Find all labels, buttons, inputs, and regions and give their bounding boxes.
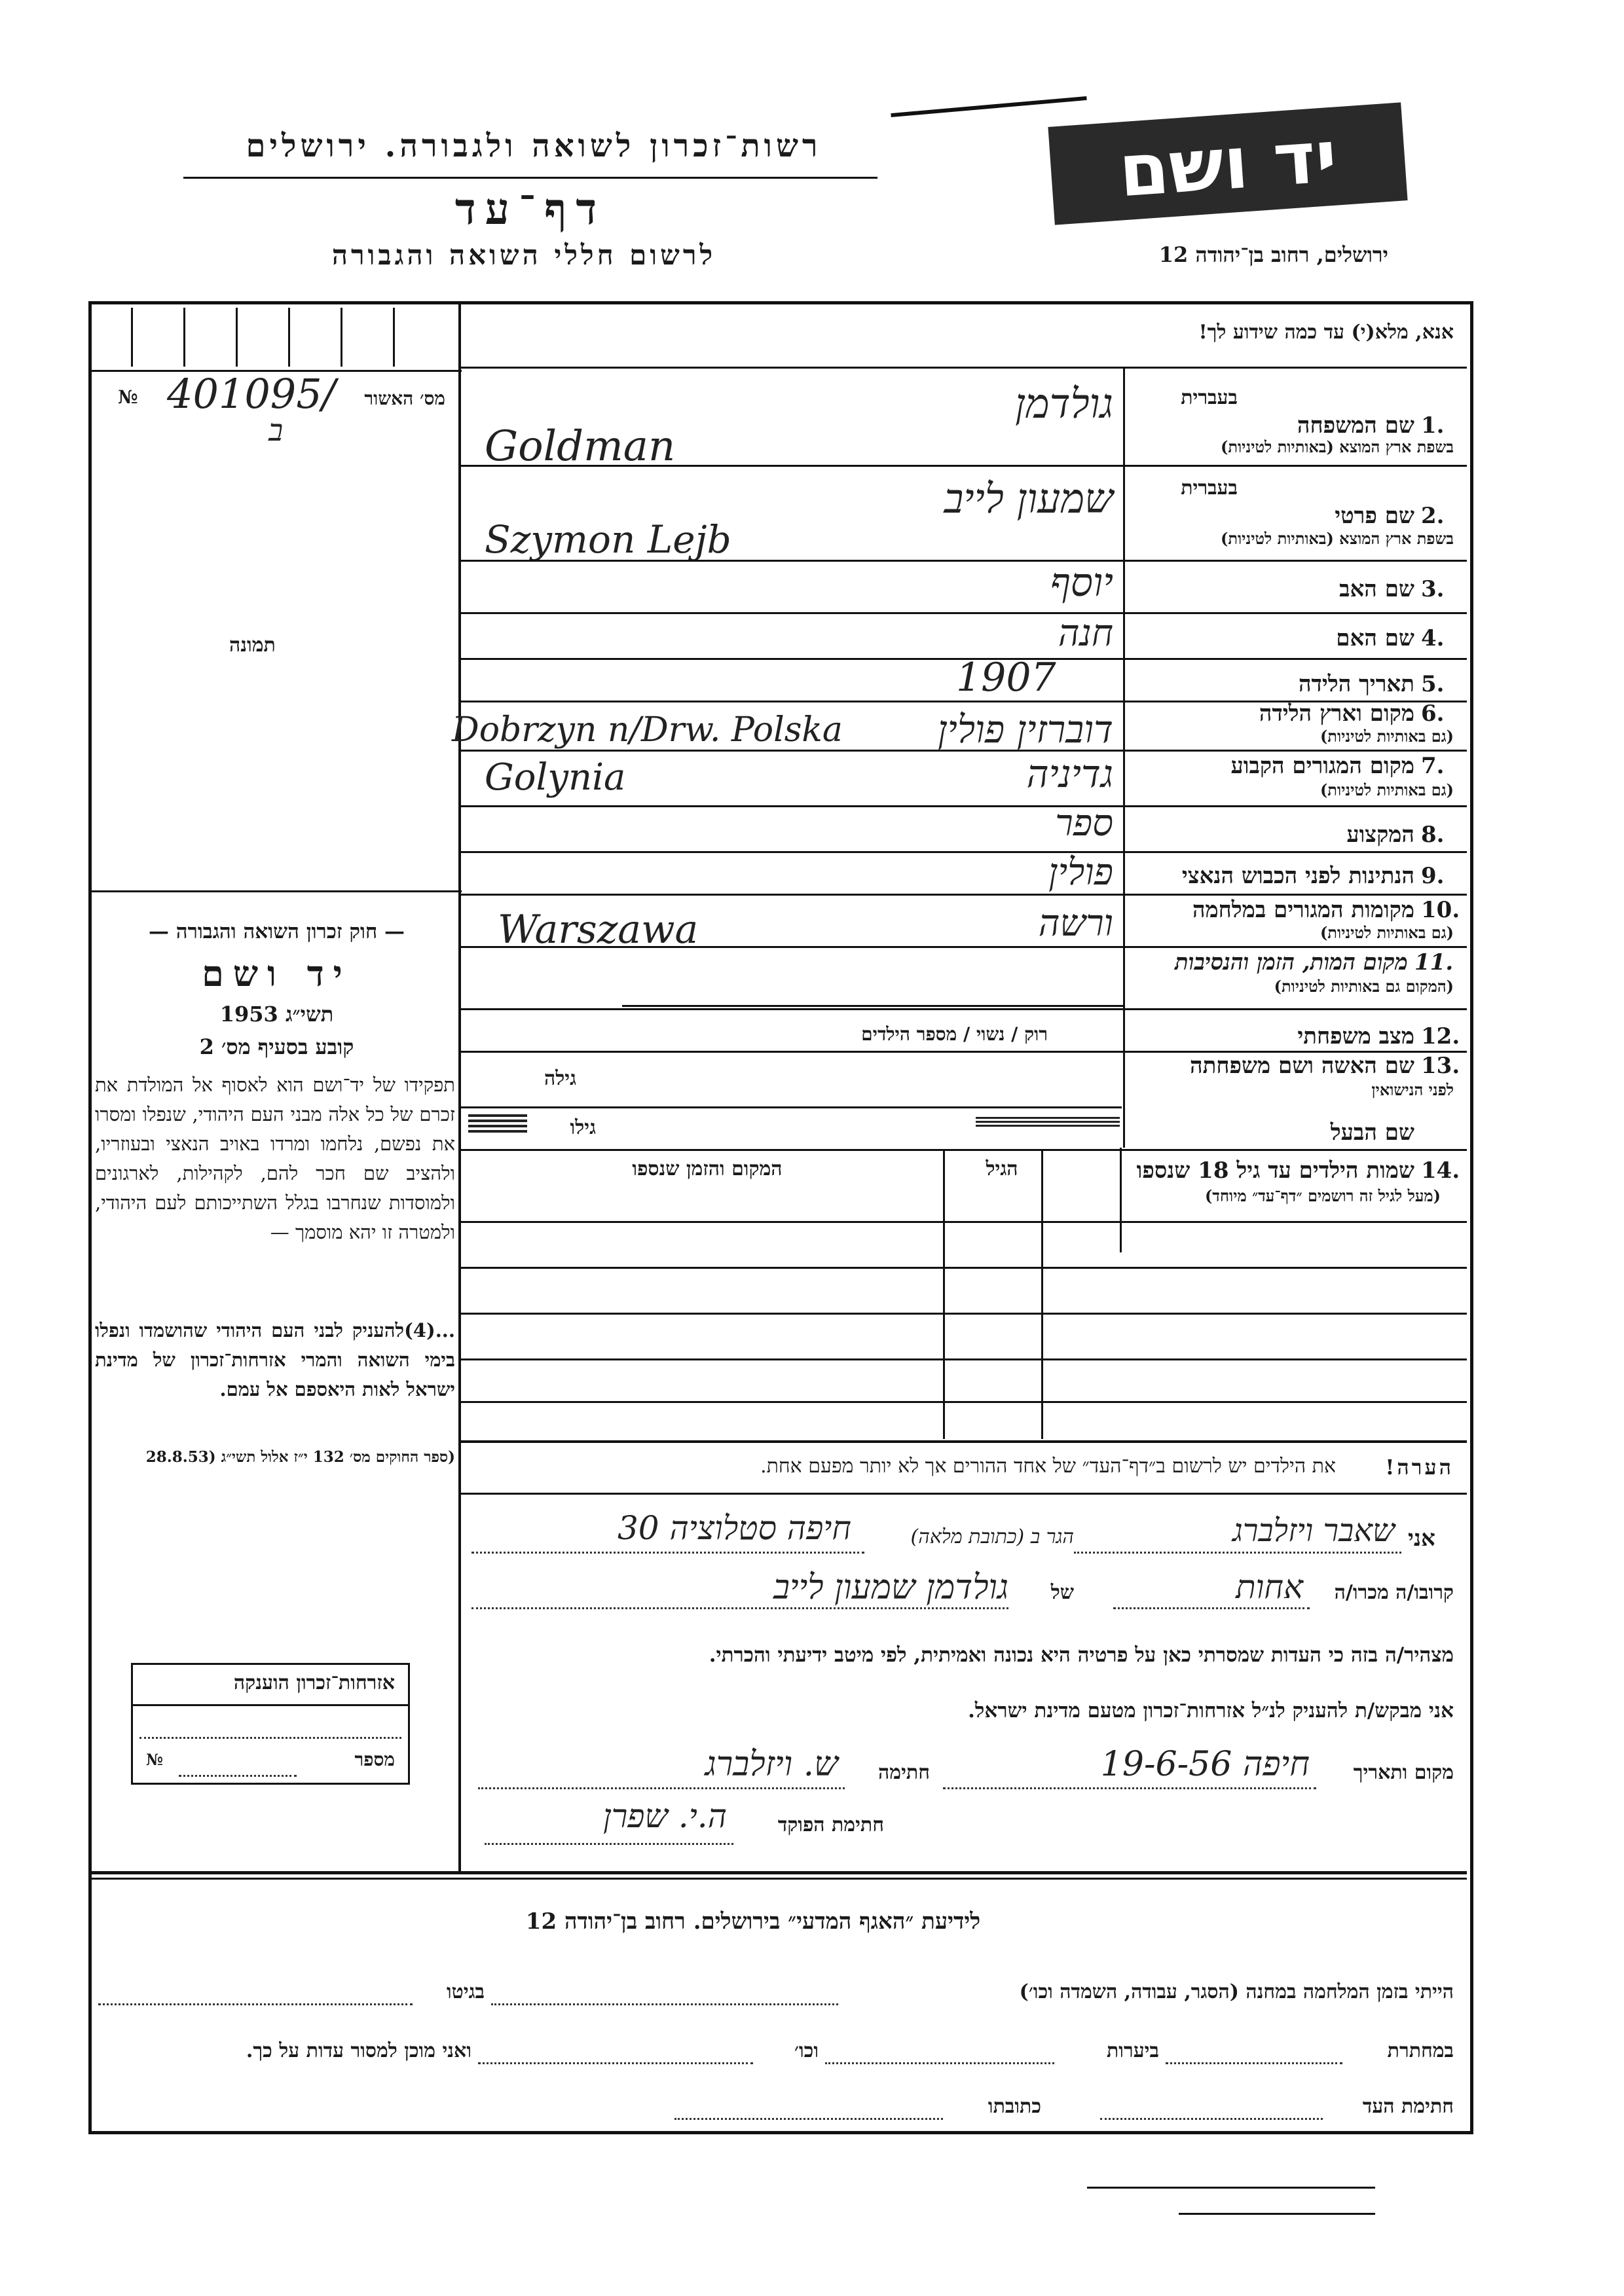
law-year: תשי״ג 1953	[219, 1002, 334, 1027]
underground-label: במחתרת	[1387, 2039, 1454, 2062]
page-title: דף־עד	[454, 183, 606, 234]
row9-value: פולין	[1048, 851, 1113, 894]
logo	[1048, 102, 1407, 225]
place-date-value: חיפה 19-6-56	[1100, 1745, 1310, 1784]
row2-in-hebrew: בעברית	[1181, 477, 1238, 500]
row12-num: 12.	[1421, 1023, 1460, 1049]
citizenship-no: №	[146, 1750, 164, 1769]
husband-label: שם הבעל	[1330, 1120, 1414, 1146]
signature-value: ש. ויזלברג	[705, 1745, 838, 1784]
form-intro: אנא, מלא(י) עד כמה שידוע לך!	[1198, 321, 1454, 344]
header-address: ירושלים, רחוב בן־יהודה 12	[1158, 242, 1388, 267]
declarant-name: שאבר ויזלברג	[1232, 1512, 1395, 1549]
row6-value-lat: Dobrzyn n/Drw. Polska	[452, 710, 843, 750]
declarant-address: חיפה סטלוציה 30	[617, 1509, 851, 1547]
row2-sub: בשפת ארץ המוצא (באותיות לטיניות)	[1221, 529, 1454, 548]
row5-num: 5.	[1421, 671, 1445, 697]
row3-value: יוסף	[1050, 560, 1113, 606]
law-clause: קובע בסעיף מס׳ 2	[199, 1034, 354, 1059]
place-date-label: מקום ותאריך	[1353, 1761, 1454, 1784]
row7-sub: (גם באותיות לטיניות)	[1320, 780, 1454, 799]
row7-label: מקום המגורים הקבוע	[1230, 753, 1414, 779]
children-num: 14.	[1421, 1157, 1460, 1184]
row10-sub: (גם באותיות לטיניות)	[1320, 923, 1454, 942]
of-label: של	[1050, 1581, 1074, 1604]
row13-label: שם האשה ושם משפחתה	[1190, 1053, 1414, 1079]
law-text: תפקידו של יד־ושם הוא לאסוף אל המולדת את זכרם של כל אלה מבני העם היהודי, שנפלו ומסרו את נפשם, נלחמו ומרדו באויב הנאצי ובעוזריו, ולהציב שם חכר להם, לקהילות, לארגונים ולמוסדות שנחרבו בגלל השתייכותם לעם היהודי, ולמטרה זו יהא מוסמך —	[95, 1074, 455, 1243]
bottom-title: לידיעת ״האגף המדעי״ בירושלים. רחוב בן־יהודה 12	[525, 1908, 981, 1935]
row5-label: תאריך הלידה	[1298, 671, 1414, 697]
row13-sub: לפני הנישואין	[1371, 1080, 1454, 1099]
row9-num: 9.	[1421, 863, 1445, 889]
row5-value: 1907	[956, 655, 1056, 701]
row1-value-lat: Goldman	[485, 422, 676, 471]
row4-label: שם האם	[1336, 625, 1414, 651]
citizenship-box	[131, 1663, 410, 1785]
row1-value-he: גולדמן	[1015, 380, 1113, 428]
row1-num: 1.	[1421, 412, 1445, 439]
citizenship-box-title: אזרחות־זכרון הוענקה	[233, 1671, 395, 1694]
row10-label: מקומות המגורים במלחמה	[1192, 897, 1414, 923]
children-age-header: הגיל	[986, 1157, 1018, 1180]
relation-label: קרובו/ה מכרו/ה	[1334, 1581, 1454, 1604]
row3-label: שם האב	[1339, 576, 1414, 602]
row11-label: מקום המות, הזמן והנסיבות	[1174, 949, 1408, 975]
row8-num: 8.	[1421, 822, 1445, 848]
row7-value-lat: Golynia	[485, 756, 626, 799]
etc-label: וכו׳	[794, 2039, 819, 2062]
row6-value-he: דוברזין פולין	[937, 707, 1113, 752]
row11-sub: (המקום גם באותיות לטיניות)	[1274, 977, 1454, 996]
row10-value-he: ורשה	[1038, 902, 1113, 945]
row6-label: מקום וארץ הלידה	[1259, 701, 1414, 727]
authority-name: רשות־זכרון לשואה ולגבורה. ירושלים	[246, 128, 822, 164]
husband-age-label: גילו	[570, 1116, 596, 1139]
row12-label: מצב משפחתי	[1297, 1023, 1414, 1049]
row6-num: 6.	[1421, 701, 1445, 727]
note-label: הערה!	[1385, 1455, 1454, 1480]
forests-label: ביערות	[1106, 2039, 1159, 2062]
row10-value-lat: Warszawa	[498, 907, 699, 953]
photo-label: תמונה	[229, 634, 276, 657]
row8-label: המקצוע	[1346, 822, 1414, 848]
row12-value: רוק / נשוי / מספר הילדים	[861, 1023, 1048, 1045]
request-text: אני מבקש/ת להעניק לנ״ל אזרחות־זכרון מטעם מדינת ישראל.	[968, 1699, 1454, 1722]
row1-label: שם המשפחה	[1297, 412, 1414, 439]
declarant-prefix: אני	[1408, 1525, 1435, 1552]
children-sub: (מעל לגיל זה רושמים ״דף־עד״ מיוחד)	[1204, 1186, 1441, 1205]
relation-value: אחות	[1236, 1568, 1303, 1606]
law-name: יד ושם	[202, 953, 352, 994]
row1-in-hebrew: בעברית	[1181, 386, 1238, 409]
approval-mark: ב	[268, 412, 284, 448]
row13-num: 13.	[1421, 1053, 1460, 1079]
approval-no-symbol: №	[118, 386, 138, 408]
officer-signature: ה.י. שפרן	[603, 1797, 727, 1835]
signature-label: חתימה	[878, 1761, 930, 1784]
row1-sub: בשפת ארץ המוצא (באותיות לטיניות)	[1221, 437, 1454, 456]
row11-num: 11.	[1414, 949, 1454, 975]
declarant-address-label: הגר ב (כתובת מלאה)	[910, 1525, 1074, 1548]
tick-boxes	[105, 308, 452, 367]
citizenship-number-label: מספר	[354, 1749, 395, 1770]
logo-text: יד ושם	[1116, 114, 1340, 213]
ghetto-label: בגיטו	[446, 1980, 485, 2003]
row10-num: 10.	[1421, 897, 1460, 923]
witness-signature-label: חתימת העד	[1362, 2095, 1454, 2118]
approval-label: מס׳ האשור	[364, 388, 445, 409]
row7-num: 7.	[1421, 753, 1445, 779]
relative-name: גולדמן שמעון לייב	[773, 1568, 1008, 1607]
row6-sub: (גם באותיות לטיניות)	[1320, 727, 1454, 746]
approval-number: 401095/	[167, 370, 336, 418]
row2-num: 2.	[1421, 503, 1445, 529]
declaration-text: מצהיר/ה בזה כי העדות שמסרתי כאן על פרטיה היא נכונה ואמיתית, לפי מיטב ידיעתי והכרתי.	[709, 1643, 1454, 1667]
camp-line-label: הייתי בזמן המלחמה במחנה (הסגר, עבודה, השמדה וכו׳)	[1019, 1980, 1454, 2003]
row9-label: הנתינות לפני הכבוש הנאצי	[1181, 863, 1414, 889]
row4-num: 4.	[1421, 625, 1445, 651]
page-subtitle: לרשום חללי השואה והגבורה	[331, 239, 716, 271]
note-text: את הילדים יש לרשום ב״דף־העד״ של אחד ההורים אך לא יותר מפעם אחת.	[760, 1455, 1336, 1478]
row4-value: חנה	[1058, 612, 1113, 655]
husband-scribble	[468, 1113, 527, 1133]
row7-value-he: גדיניה	[1026, 752, 1113, 796]
header-arrow	[891, 96, 1086, 117]
children-place-header: המקום והזמן שנספו	[632, 1157, 783, 1180]
law-text-2: ...(4)להעניק לבני העם היהודי שהושמדו ונפלו בימי השואה והמרי אזרחות־זכרון של מדינת ישראל לאות היאספם אל עמם.	[95, 1319, 455, 1400]
law-reference: (ספר החוקים מס׳ 132 י״ז אלול תשי״ג (28.8.53	[145, 1448, 455, 1466]
law-title: — חוק זכרון השואה והגבורה —	[148, 920, 405, 943]
row2-label: שם פרטי	[1335, 503, 1414, 529]
row2-value-lat: Szymon Lejb	[485, 517, 731, 562]
officer-label: חתימת הפוקד	[777, 1813, 884, 1836]
children-label: שמות הילדים עד גיל 18 שנספו	[1136, 1157, 1414, 1184]
row13-age-label: גילה	[544, 1067, 576, 1090]
row3-num: 3.	[1421, 576, 1445, 602]
husband-name-scribble	[976, 1116, 1120, 1127]
row8-value: ספר	[1055, 802, 1113, 845]
ready-label: ואני מוכן למסור עדות על כך.	[246, 2039, 471, 2062]
row2-value-he: שמעון לייב	[944, 475, 1113, 522]
address-label: כתובתו	[987, 2095, 1041, 2118]
